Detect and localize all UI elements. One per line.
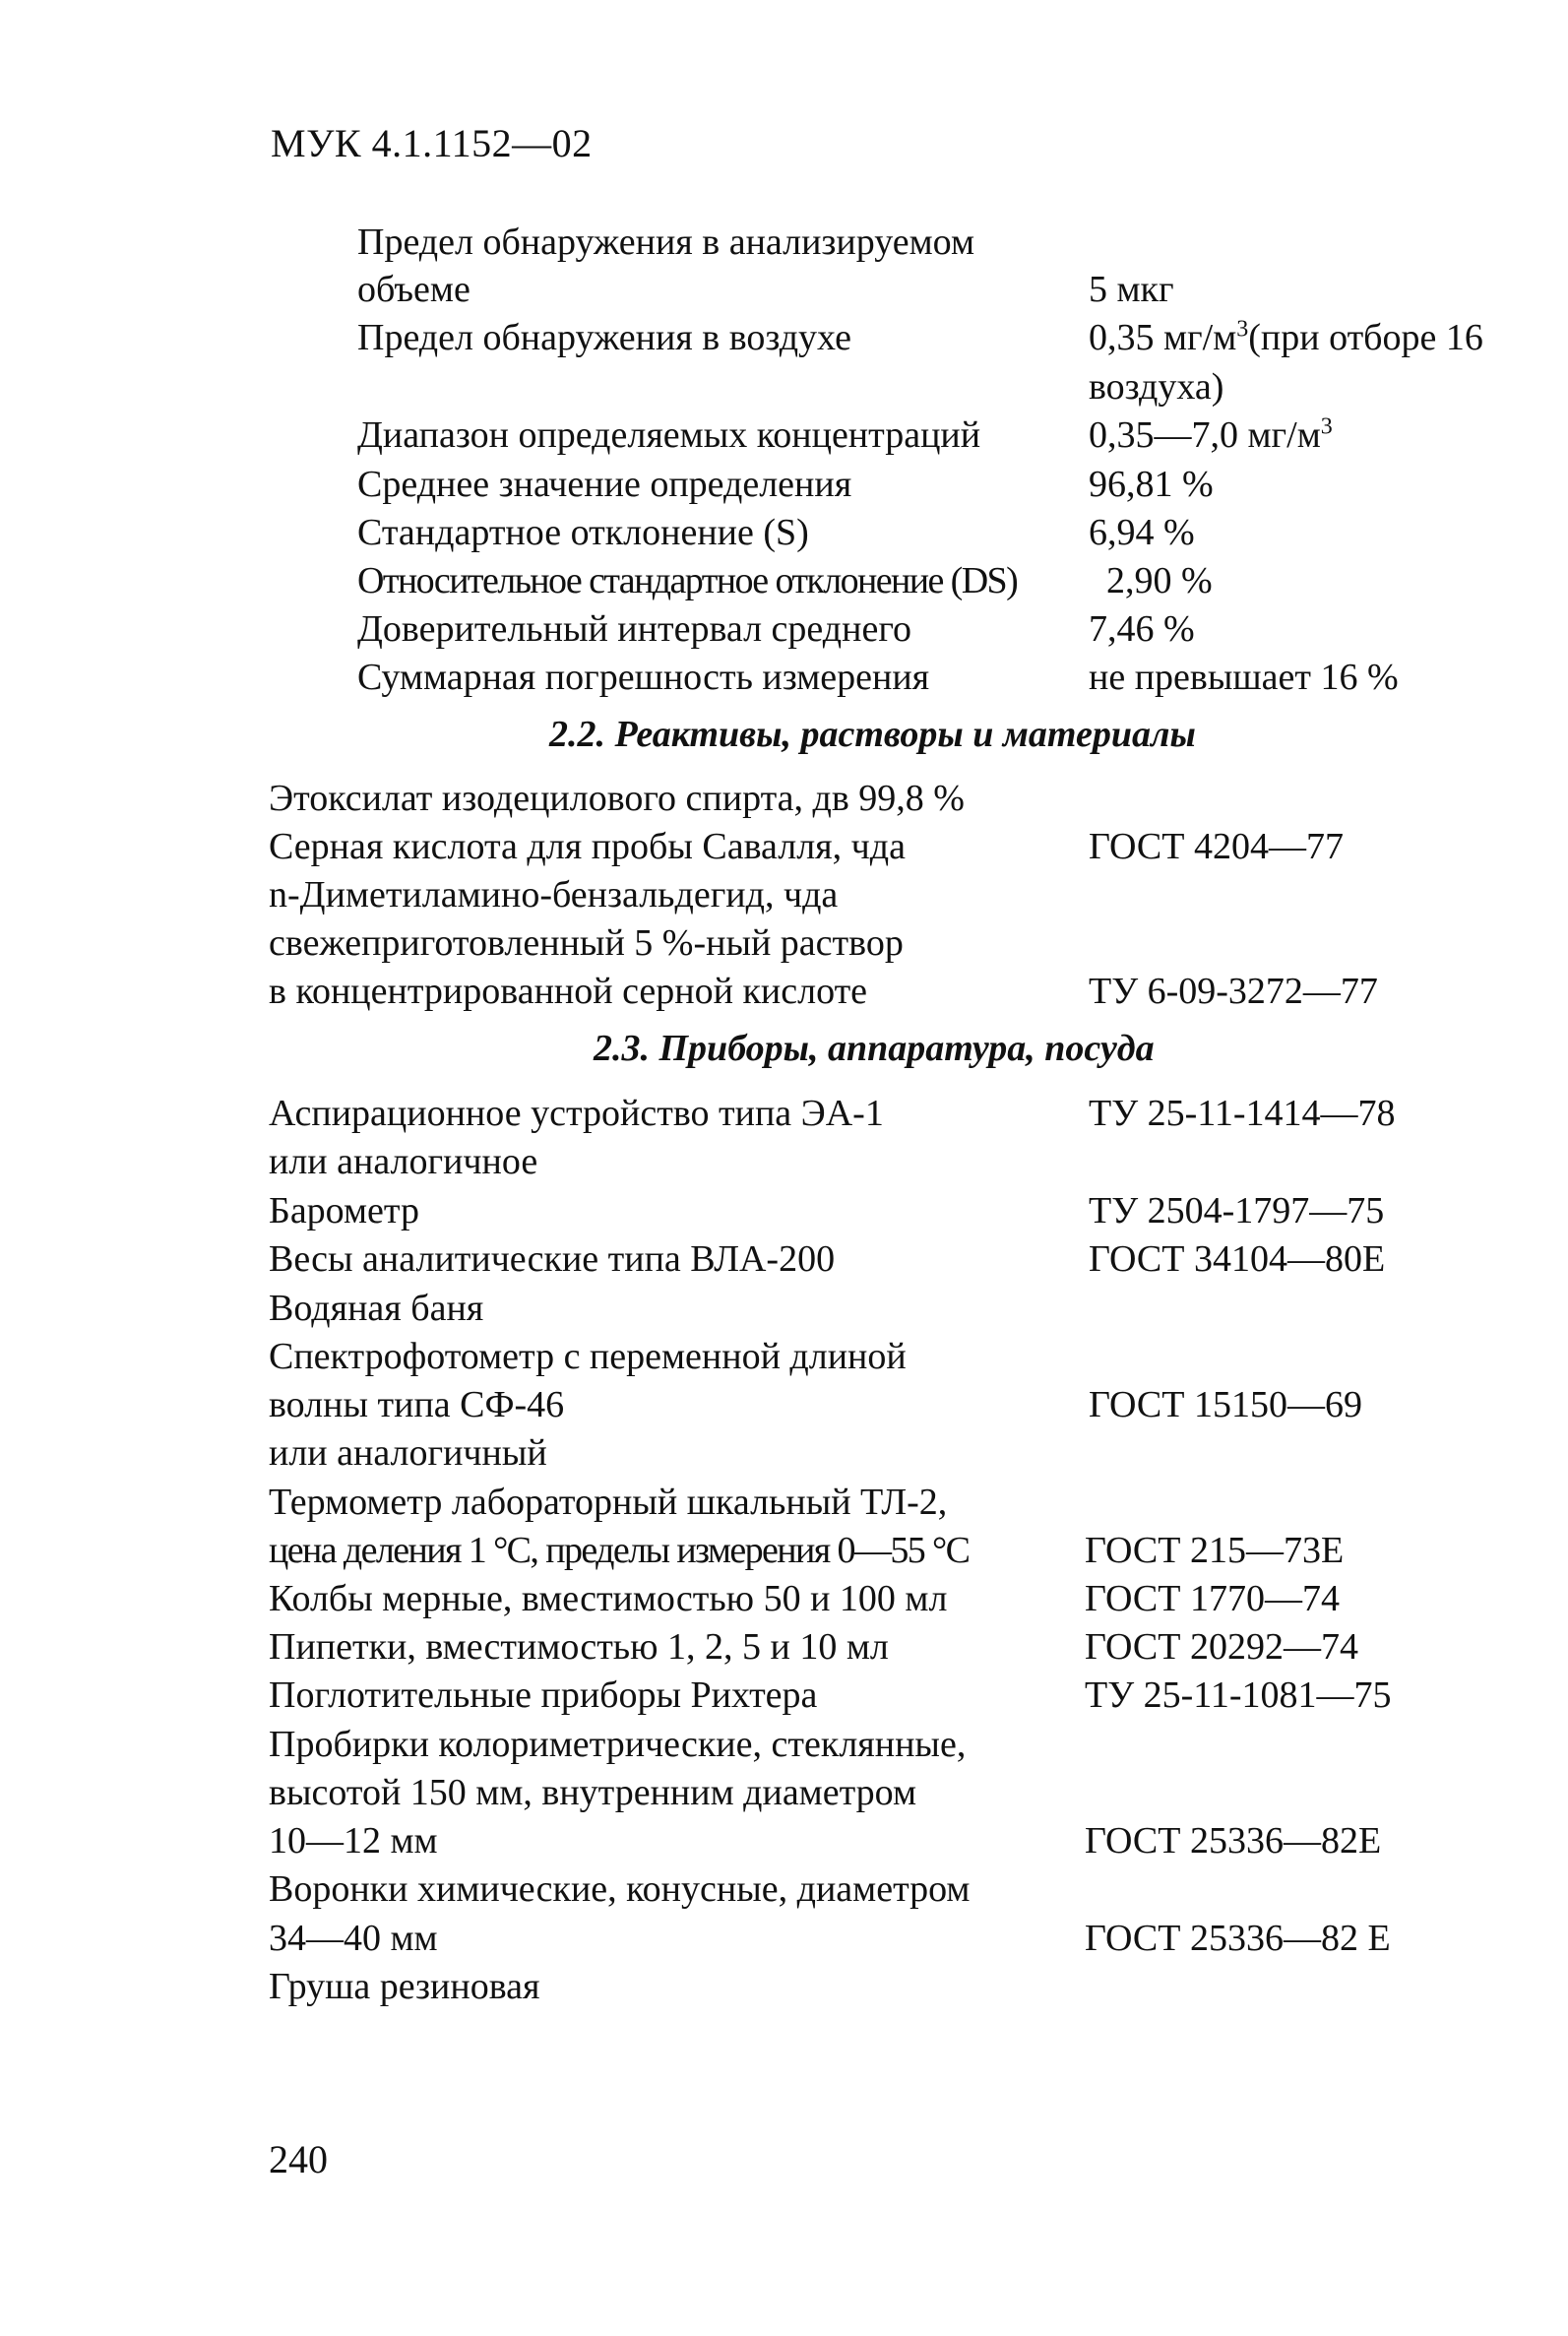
- equipment-label: Воронки химические, конусные, диаметром: [269, 1868, 971, 1910]
- equipment-standard: ГОСТ 25336—82 Е: [1085, 1918, 1391, 1959]
- reagent-label: Серная кислота для пробы Савалля, чда: [269, 826, 906, 867]
- reagent-label: свежеприготовленный 5 %-ный раствор: [269, 922, 904, 964]
- equipment-label: Пипетки, вместимостью 1, 2, 5 и 10 мл: [269, 1626, 889, 1668]
- reagent-standard: ГОСТ 4204—77: [1089, 826, 1344, 867]
- equipment-label: Колбы мерные, вместимостью 50 и 100 мл: [269, 1578, 948, 1619]
- metrology-label: Предел обнаружения в воздухе: [357, 317, 851, 358]
- equipment-label: Спектрофотометр с переменной длиной: [269, 1336, 907, 1377]
- metrology-label: Суммарная погрешность измерения: [357, 657, 930, 698]
- metrology-value: 96,81 %: [1089, 464, 1214, 505]
- equipment-label: 34—40 мм: [269, 1918, 438, 1959]
- equipment-label: Аспирационное устройство типа ЭА-1: [269, 1093, 884, 1134]
- reagent-standard: ТУ 6-09-3272—77: [1089, 971, 1378, 1012]
- equipment-standard: ГОСТ 15150—69: [1089, 1384, 1362, 1425]
- metrology-label: Относительное стандартное отклонение (DS): [357, 560, 1018, 601]
- equipment-label: или аналогичный: [269, 1432, 547, 1474]
- reagent-label: в концентрированной серной кислоте: [269, 971, 868, 1012]
- equipment-standard: ТУ 2504-1797—75: [1089, 1190, 1385, 1231]
- equipment-label: Термометр лабораторный шкальный ТЛ-2,: [269, 1482, 948, 1523]
- metrology-value: 0,35—7,0 $мг/м^3$: [1089, 413, 1333, 456]
- metrology-label: Предел обнаружения в анализируемом: [357, 221, 974, 263]
- equipment-label: Барометр: [269, 1190, 419, 1231]
- metrology-label: объеме: [357, 269, 470, 310]
- equipment-label: Весы аналитические типа ВЛА-200: [269, 1238, 836, 1280]
- section-heading-reagents: 2.2. Реактивы, растворы и материалы: [549, 714, 1196, 755]
- equipment-label: цена деления 1 °С, пределы измерения 0—55 °С: [269, 1530, 970, 1571]
- metrology-value: не превышает 16 %: [1089, 657, 1399, 698]
- metrology-value: 5 мкг: [1089, 269, 1174, 310]
- metrology-value: 2,90 %: [1106, 560, 1213, 601]
- metrology-label: Среднее значение определения: [357, 464, 852, 505]
- equipment-standard: ГОСТ 1770—74: [1085, 1578, 1340, 1619]
- section-heading-equipment: 2.3. Приборы, аппаратура, посуда: [594, 1028, 1155, 1069]
- equipment-standard: ГОСТ 34104—80Е: [1089, 1238, 1386, 1280]
- metrology-value: 7,46 %: [1089, 608, 1195, 650]
- metrology-value: 6,94 %: [1089, 512, 1195, 553]
- page-number: 240: [269, 2137, 328, 2181]
- equipment-label: волны типа СФ-46: [269, 1384, 565, 1425]
- metrology-label: Доверительный интервал среднего: [357, 608, 911, 650]
- metrology-value: 0,35 $мг/м^3(при$ отборе 16: [1089, 316, 1483, 358]
- equipment-standard: ГОСТ 20292—74: [1085, 1626, 1358, 1668]
- equipment-standard: ГОСТ 215—73Е: [1085, 1530, 1345, 1571]
- equipment-label: Груша резиновая: [269, 1966, 540, 2007]
- reagent-label: n-Диметиламино-бензальдегид, чда: [269, 874, 839, 915]
- equipment-label: высотой 150 мм, внутренним диаметром: [269, 1772, 916, 1813]
- equipment-label: Поглотительные приборы Рихтера: [269, 1674, 818, 1716]
- metrology-label: Стандартное отклонение (S): [357, 512, 809, 553]
- equipment-label: или аналогичное: [269, 1141, 538, 1182]
- metrology-value: воздуха): [1089, 366, 1224, 408]
- equipment-label: Водяная баня: [269, 1288, 484, 1329]
- equipment-standard: ТУ 25-11-1081—75: [1085, 1674, 1392, 1716]
- equipment-standard: ТУ 25-11-1414—78: [1089, 1093, 1396, 1134]
- equipment-label: 10—12 мм: [269, 1820, 438, 1862]
- equipment-label: Пробирки колориметрические, стеклянные,: [269, 1724, 967, 1765]
- metrology-label: Диапазон определяемых концентраций: [357, 414, 981, 456]
- equipment-standard: ГОСТ 25336—82Е: [1085, 1820, 1382, 1862]
- reagent-label: Этоксилат изодецилового спирта, дв 99,8 %: [269, 778, 965, 819]
- document-code-header: МУК 4.1.1152—02: [271, 121, 593, 165]
